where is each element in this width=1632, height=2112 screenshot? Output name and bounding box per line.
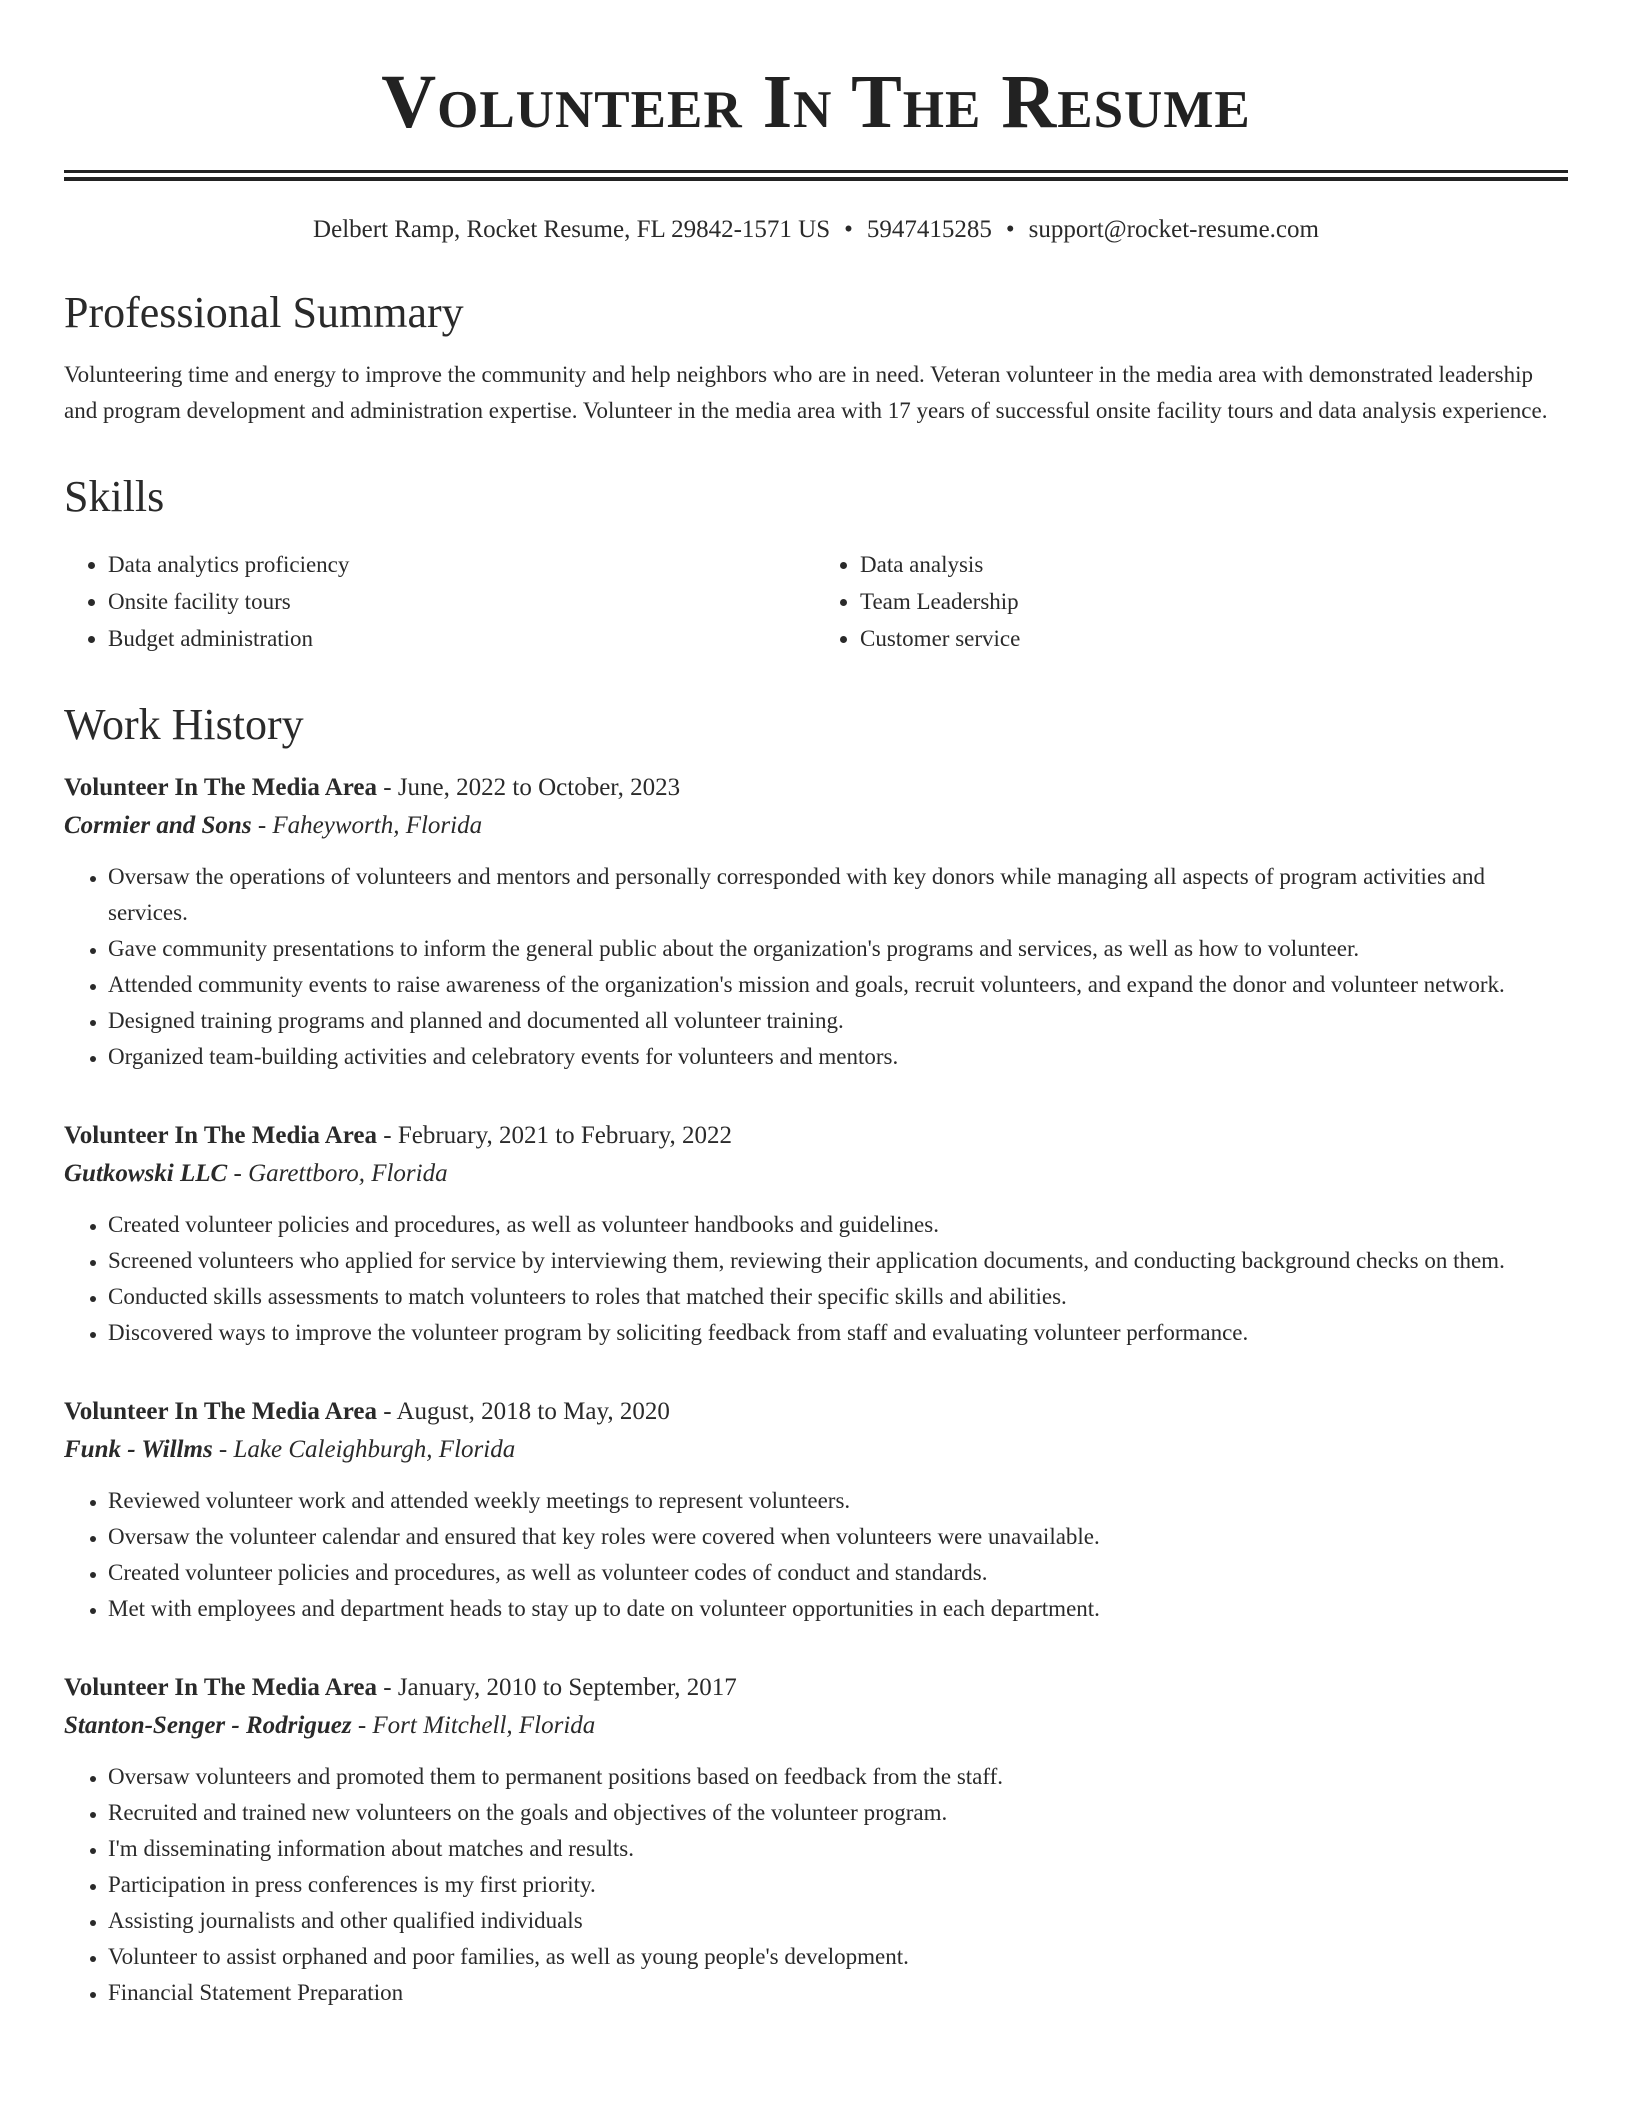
job-bullet: • Gave community presentations to inform the general public about the organization's programs and services, as well as how to volunteer. — [108, 931, 1568, 967]
job-bullet: • Met with employees and department heads to stay up to date on volunteer opportunities in each department. — [108, 1591, 1568, 1627]
job-header: Volunteer In The Media Area - August, 2018 to May, 2020 — [64, 1398, 670, 1426]
job-location: Faheyworth, Florida — [272, 812, 483, 840]
job-company: Stanton-Senger - Rodriguez — [64, 1712, 352, 1740]
job-bullet: • Oversaw volunteers and promoted them to permanent positions based on feedback from the staff. — [108, 1759, 1568, 1795]
job-dates: February, 2021 to February, 2022 — [397, 1122, 733, 1150]
job-role: Volunteer In The Media Area — [64, 1398, 377, 1426]
summary-heading: Professional Summary — [64, 288, 464, 337]
resume-title: Volunteer In The Resume — [381, 60, 1251, 144]
work-history-heading: Work History — [64, 699, 304, 749]
job-entry — [64, 1669, 1568, 2011]
job-employer: Gutkowski LLC - Garettboro, Florida — [64, 1160, 448, 1188]
job-header: Volunteer In The Media Area - February, 2021 to February, 2022 — [64, 1122, 733, 1150]
job-bullet: • Reviewed volunteer work and attended weekly meetings to represent volunteers. — [108, 1483, 1568, 1519]
job-dates: August, 2018 to May, 2020 — [396, 1398, 670, 1426]
job-bullet: • Assisting journalists and other qualified individuals — [108, 1903, 1568, 1939]
job-bullets — [64, 1759, 1568, 2011]
job-header: Volunteer In The Media Area - January, 2010 to September, 2017 — [64, 1674, 737, 1702]
job-bullet: • Oversaw the volunteer calendar and ensured that key roles were covered when volunteers were unavailable. — [108, 1519, 1568, 1555]
job-entry — [64, 769, 1568, 1075]
contact-email: support@rocket-resume.com — [1028, 216, 1319, 243]
skill-item: • Onsite facility tours — [108, 583, 816, 620]
job-bullet: • Oversaw the operations of volunteers and mentors and personally corresponded with key donors while managing all aspects of program activities and services. — [108, 859, 1568, 931]
job-bullets — [64, 1207, 1568, 1351]
job-dates: January, 2010 to September, 2017 — [397, 1674, 737, 1702]
job-entry — [64, 1117, 1568, 1351]
summary-text: Volunteering time and energy to improve the community and help neighbors who are in need. Veteran volunteer in the media area with demonstrated leadership and program development and administration expertise. Volunteer in the media area with 17 years of successful onsite facility tours and data analysis experience. — [64, 362, 1548, 424]
job-bullet: • Participation in press conferences is my first priority. — [108, 1867, 1568, 1903]
job-role: Volunteer In The Media Area — [64, 774, 377, 802]
job-bullet: • Discovered ways to improve the volunteer program by soliciting feedback from staff and evaluating volunteer performance. — [108, 1315, 1568, 1351]
job-role: Volunteer In The Media Area — [64, 1674, 377, 1702]
title-divider — [64, 170, 1568, 181]
contact-line — [64, 215, 1568, 245]
job-bullets — [64, 1483, 1568, 1627]
skills-heading: Skills — [64, 472, 165, 522]
job-bullet: • Designed training programs and planned and documented all volunteer training. — [108, 1003, 1568, 1039]
job-employer: Funk - Willms - Lake Caleighburgh, Florida — [64, 1436, 516, 1464]
job-employer: Cormier and Sons - Faheyworth, Florida — [64, 812, 483, 840]
job-dates: June, 2022 to October, 2023 — [397, 774, 681, 802]
job-company: Cormier and Sons — [64, 812, 252, 840]
job-bullet: • Attended community events to raise awareness of the organization's mission and goals, recruit volunteers, and expand the donor and volunteer network. — [108, 967, 1568, 1003]
job-bullet: • Screened volunteers who applied for service by interviewing them, reviewing their application documents, and conducting background checks on them. — [108, 1243, 1568, 1279]
skills-list — [64, 546, 1568, 657]
job-employer: Stanton-Senger - Rodriguez - Fort Mitchell, Florida — [64, 1712, 596, 1740]
job-bullet: • I'm disseminating information about matches and results. — [108, 1831, 1568, 1867]
skills-column-left — [64, 546, 816, 657]
skill-item: • Data analytics proficiency — [108, 546, 816, 583]
skills-column-right — [816, 546, 1568, 657]
job-entry — [64, 1393, 1568, 1627]
job-bullets — [64, 859, 1568, 1075]
skill-item: • Customer service — [860, 620, 1568, 657]
contact-phone: 5947415285 — [866, 216, 992, 243]
skill-item: • Budget administration — [108, 620, 816, 657]
skill-item: • Team Leadership — [860, 583, 1568, 620]
job-bullet: • Created volunteer policies and procedures, as well as volunteer codes of conduct and standards. — [108, 1555, 1568, 1591]
job-bullet: • Recruited and trained new volunteers on the goals and objectives of the volunteer program. — [108, 1795, 1568, 1831]
job-header: Volunteer In The Media Area - June, 2022 to October, 2023 — [64, 774, 681, 802]
job-location: Lake Caleighburgh, Florida — [233, 1436, 516, 1464]
job-location: Fort Mitchell, Florida — [372, 1712, 596, 1740]
job-bullet: • Created volunteer policies and procedures, as well as volunteer handbooks and guidelines. — [108, 1207, 1568, 1243]
job-bullet: • Organized team-building activities and celebratory events for volunteers and mentors. — [108, 1039, 1568, 1075]
skill-item: • Data analysis — [860, 546, 1568, 583]
job-bullet: • Volunteer to assist orphaned and poor families, as well as young people's development. — [108, 1939, 1568, 1975]
contact-separator: • — [844, 216, 853, 243]
job-bullet: • Conducted skills assessments to match volunteers to roles that matched their specific skills and abilities. — [108, 1279, 1568, 1315]
job-role: Volunteer In The Media Area — [64, 1122, 377, 1150]
job-bullet: • Financial Statement Preparation — [108, 1975, 1568, 2011]
job-location: Garettboro, Florida — [248, 1160, 448, 1188]
job-company: Gutkowski LLC — [64, 1160, 228, 1188]
contact-separator: • — [1005, 216, 1015, 243]
job-company: Funk - Willms — [64, 1436, 213, 1464]
contact-address: Delbert Ramp, Rocket Resume, FL 29842-1571 US — [313, 216, 831, 243]
